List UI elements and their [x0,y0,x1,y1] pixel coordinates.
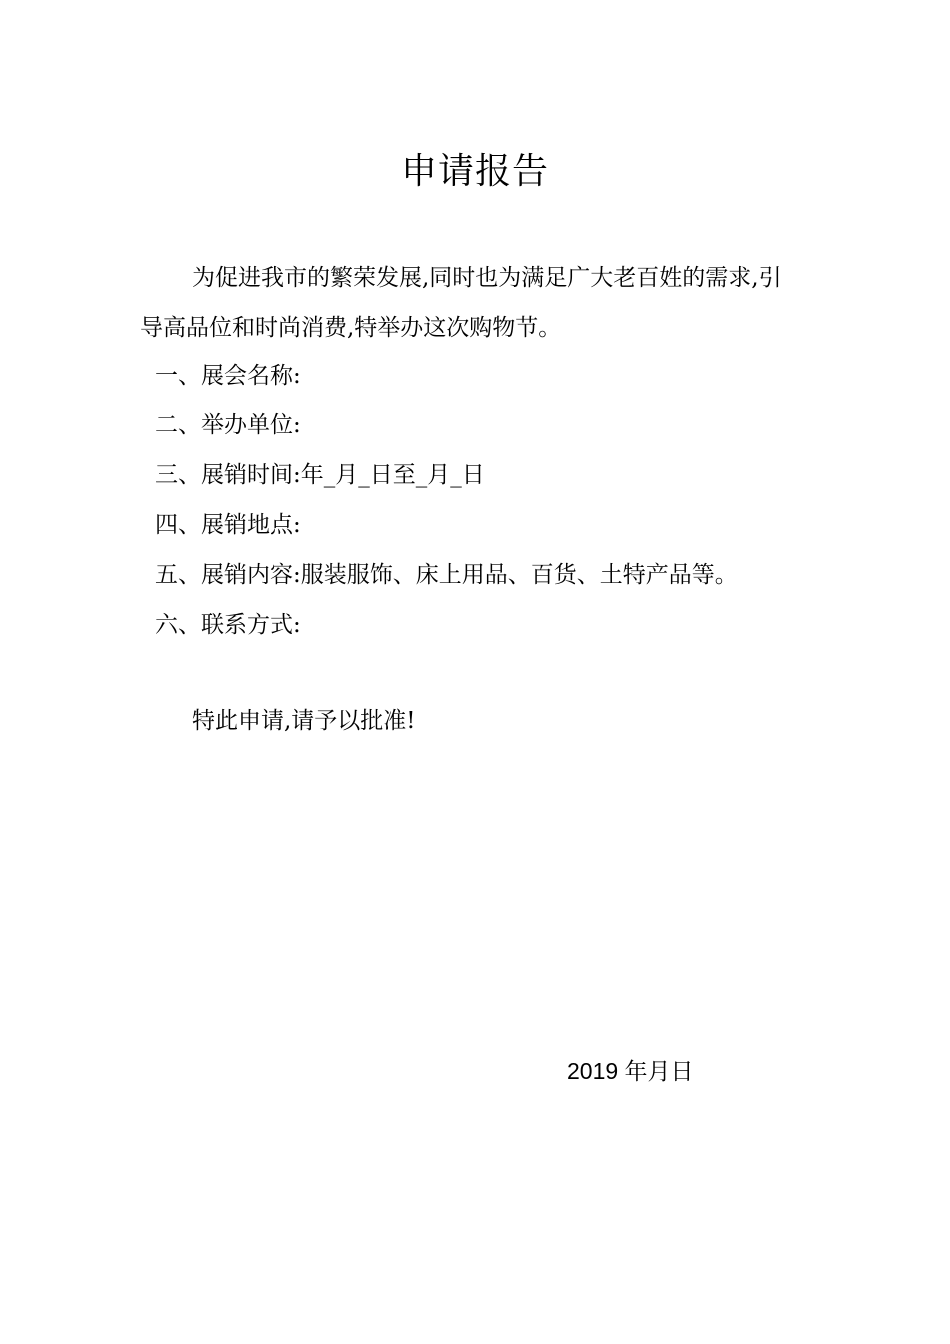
closing-statement: 特此申请,请予以批准! [192,708,416,734]
signature-date: 2019 年月日 [567,1058,694,1084]
item-organizer: 二、举办单位: [155,412,301,438]
intro-paragraph: 为促进我市的繁荣发展,同时也为满足广大老百姓的需求,引导高品位和时尚消费,特举办这次购物节。 [140,265,782,341]
item-exhibition-content: 五、展销内容:服装服饰、床上用品、百货、土特产品等。 [155,562,738,588]
item-exhibition-time: 三、展销时间:年_月_日至_月_日 [155,462,485,488]
item-exhibition-name: 一、展会名称: [155,363,301,389]
item-exhibition-location: 四、展销地点: [155,512,301,538]
item-contact-info: 六、联系方式: [155,612,301,638]
page-title: 申请报告 [400,151,549,192]
